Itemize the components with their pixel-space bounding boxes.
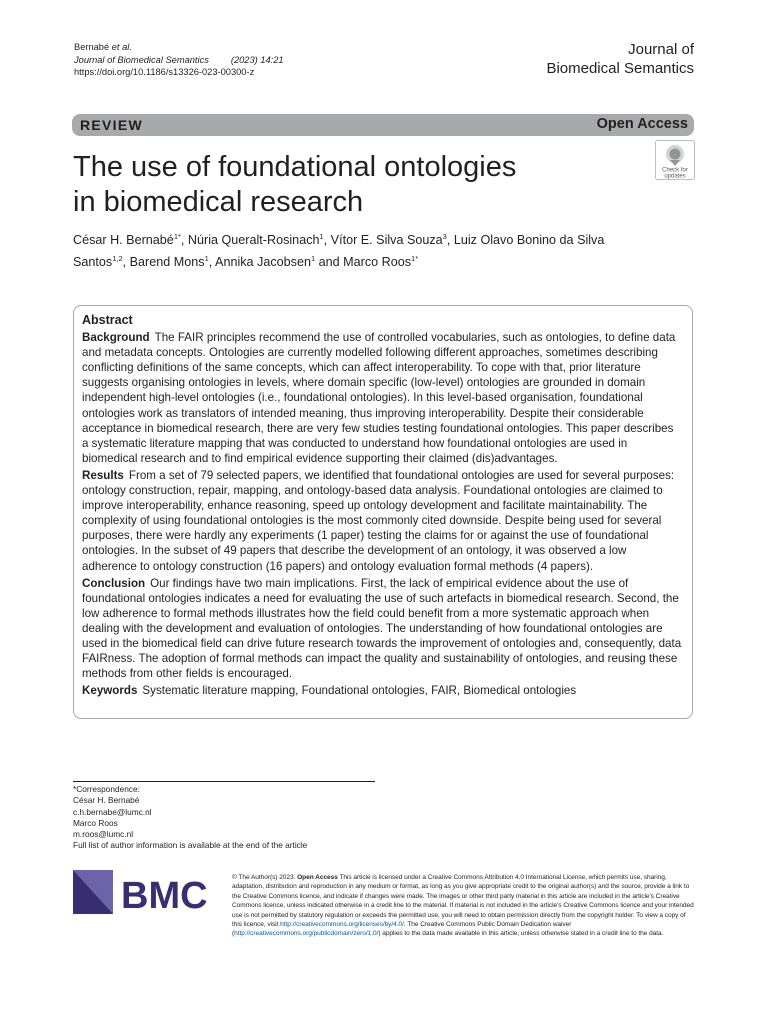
running-header <box>74 41 284 79</box>
background-heading: Background <box>82 331 150 345</box>
title-line2: in biomedical research <box>73 186 364 218</box>
header-volume: (2023) 14:21 <box>230 54 284 65</box>
author-name: Luiz Olavo Bonino da Silva Santos <box>73 233 605 269</box>
footnote-divider <box>73 781 375 782</box>
license-link-cc-by[interactable]: http://creativecommons.org/licenses/by/4.0/ <box>280 921 404 929</box>
correspondence-label: *Correspondence: <box>73 784 140 794</box>
author-list <box>73 228 698 271</box>
journal-name-line2: Biomedical Semantics <box>546 60 694 77</box>
correspondence-email-2[interactable]: m.roos@lumc.nl <box>73 829 134 840</box>
author-name: Núria Queralt-Rosinach <box>187 233 320 248</box>
correspondence-name-2: Marco Roos <box>73 817 118 828</box>
abstract-title: Abstract <box>82 313 133 327</box>
author-affiliation: 3 <box>442 232 447 241</box>
license-text <box>232 873 694 939</box>
title-line1: The use of foundational ontologies <box>73 151 517 183</box>
author-affiliation: 1 <box>319 232 324 241</box>
article-type-bar <box>72 114 694 136</box>
keywords-text: Systematic literature mapping, Foundational ontologies, FAIR, Biomedical ontologies <box>142 684 577 698</box>
author-separator: , <box>208 254 216 269</box>
article-title <box>73 150 633 220</box>
badge-line1: Check for <box>662 167 688 174</box>
abstract-results <box>82 468 682 574</box>
header-et-al: et al. <box>111 42 132 52</box>
conclusion-text: Our findings have two main implications. First, the lack of empirical evidence about the use of foundational ontologies indicates a need for evaluating the use of such artefacts in biomedical research. Second, the low adherence to formal methods illustrates how the field could benefit from a more systematic approach when dealing with the development and evaluation of ontologies. The understanding of how foundational ontologies are used in the biomedical field can drive future research towards the improvement of ontologies and, consequently, data FAIRness. The adoption of formal methods can impact the quality and sustainability of ontologies, and reusing these methods from other fields is encouraged. <box>82 576 682 681</box>
author-separator: , <box>180 233 188 248</box>
header-authors <box>74 41 284 54</box>
bmc-logo <box>73 868 218 918</box>
abstract-keywords <box>82 683 682 698</box>
license-text-1: This article is licensed under a Creative Commons Attribution 4.0 International License, which permits use, sharing, adaptation, distribution and reproduction in any medium or format, as long as you give appropriate credit to the original author(s) and the source, provide a link to the Creative Commons licence, and indicate if changes were made. The images or other third party material in this article are included in the article's Creative Commons licence, unless indicated otherwise in a credit line to the material. If material is not included in the article's Creative Commons licence and your intended use is not permitted by statutory regulation or exceeds the permitted use, you will need to obtain permission directly from the copyright holder. To view a copy of this licence, visit <box>232 874 694 929</box>
author-affiliation: 1 <box>310 253 316 263</box>
results-heading: Results <box>82 468 124 482</box>
check-for-updates-icon[interactable] <box>655 140 695 180</box>
author-info-note: Full list of author information is available at the end of the article <box>73 840 308 851</box>
abstract-conclusion <box>82 576 682 682</box>
correspondence-block <box>73 784 307 852</box>
header-citation <box>74 54 284 67</box>
author-affiliation: 1 <box>204 253 209 263</box>
author-affiliation: 1* <box>173 232 181 241</box>
abstract-box <box>73 305 693 719</box>
license-text-2: . The Creative Commons Public Domain Dedication waiver ( <box>232 921 572 938</box>
author-separator: , <box>323 233 331 248</box>
header-doi[interactable]: https://doi.org/10.1186/s13326-023-00300-z <box>74 67 255 77</box>
results-text: From a set of 79 selected papers, we identified that foundational ontologies are used for several purposes: ontology construction, repair, mapping, and ontology-based data analysis. Foundational ontologies are claimed to improve interoperability, enhance reasoning, speed up ontology development and facilitate maintainability. The complexity of using foundational ontologies is the most commonly cited downside. Despite being used for several purposes, there were hardly any experiments (1 paper) testing the claims for or against the use of foundational ontologies. In the subset of 49 papers that describe the development of an ontology, it was observed a low adherence to ontology construction (16 papers) and ontology evaluation formal methods (4 papers). <box>82 468 675 573</box>
abstract-background <box>82 330 682 466</box>
open-access-label: Open Access <box>596 116 688 132</box>
correspondence-email-1[interactable]: c.h.bernabe@lumc.nl <box>73 806 152 817</box>
author-name: Barend Mons <box>129 254 205 269</box>
license-text-3: ) applies to the data made available in this article, unless otherwise stated in a credit line to the data. <box>378 930 664 938</box>
author-name: César H. Bernabé <box>73 233 174 248</box>
header-author: Bernabé <box>74 42 110 52</box>
author-separator: and <box>315 254 344 269</box>
header-journal-citation: Journal of Biomedical Semantics <box>74 54 209 65</box>
author-name: Annika Jacobsen <box>215 254 311 269</box>
author-affiliation: 1,2 <box>112 253 123 263</box>
logo-text: BMC <box>121 875 208 917</box>
author-name: Vítor E. Silva Souza <box>330 233 443 248</box>
badge-line2: updates <box>664 173 686 180</box>
correspondence-name-1: César H. Bernabé <box>73 795 140 806</box>
author-name: Marco Roos <box>343 254 412 269</box>
license-open-access: Open Access <box>297 874 338 881</box>
background-text: The FAIR principles recommend the use of controlled vocabularies, such as ontologies, to define data and metadata concepts. Ontologies are currently modelled following different approaches, sometimes describing conflicting definitions of the same concepts, which can affect interoperability. To cope with that, prior literature suggests organising ontologies in levels, where domain specific (low-level) ontologies are grounded in domain independent high-level ontologies (i.e., foundational ontologies). In this level-based organisation, foundational ontologies work as translators of intended meaning, thus improving interoperability. Despite their considerable acceptance in biomedical research, there are very few studies testing foundational ontologies. This paper describes a systematic literature mapping that was conducted to understand how foundational ontologies are used in biomedical research and to find empirical evidence supporting their claimed (dis)advantages. <box>82 331 676 465</box>
author-affiliation: 1* <box>411 253 419 263</box>
journal-name <box>546 40 694 78</box>
conclusion-heading: Conclusion <box>82 576 146 590</box>
abstract-content <box>82 313 682 698</box>
license-link-cc-zero[interactable]: http://creativecommons.org/publicdomain/zero/1.0/ <box>234 930 379 938</box>
copyright-text: © The Author(s) 2023. <box>232 874 296 881</box>
author-separator: , <box>122 254 130 269</box>
article-type-label: REVIEW <box>80 117 144 133</box>
author-separator: , <box>446 233 454 248</box>
keywords-heading: Keywords <box>82 684 138 698</box>
journal-name-line1: Journal of <box>628 41 694 58</box>
